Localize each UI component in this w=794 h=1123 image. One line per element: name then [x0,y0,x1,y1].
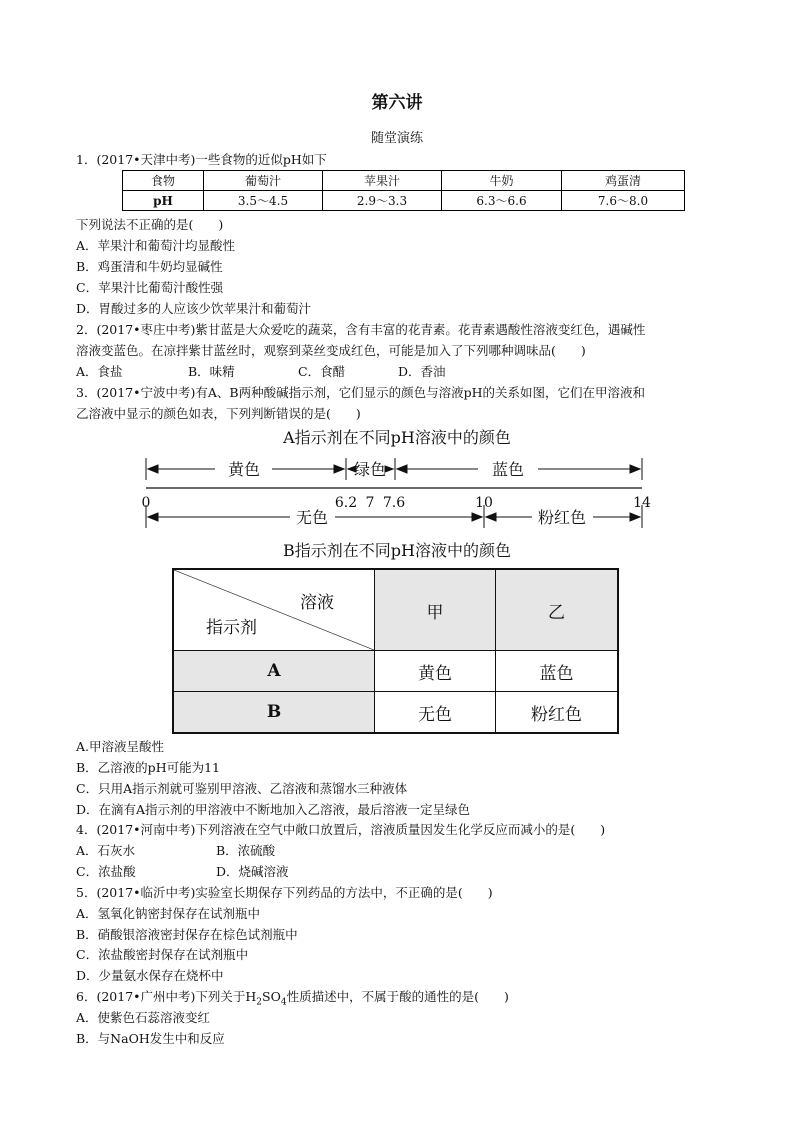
tick-label: 10 [475,495,493,511]
arrowhead [334,465,344,473]
tick-label: 7.6 [382,495,406,511]
q2-stem-line2: 溶液变蓝色。在凉拌紫甘蓝丝时，观察到菜丝变成红色，可能是加入了下列哪种调味品( ) [76,343,586,358]
arrowhead [630,465,640,473]
arrowhead [385,466,393,472]
subscript: 2 [256,997,263,1008]
corner-top-label: 溶液 [300,593,334,613]
q3-option-a: A.甲溶液呈酸性 [76,739,165,754]
segment-yellow: 黄色 [227,460,261,479]
q3-option-b: B．乙溶液的pH可能为11 [76,760,220,775]
q2-stem-line1: 2．(2017•枣庄中考)紫甘蓝是大众爱吃的蔬菜，含有丰富的花青素。花青素遇酸性溶液变红色，遇碱性 [76,322,646,337]
arrowhead [148,465,158,473]
q5-option-d: D．少量氨水保存在烧杯中 [76,968,224,983]
q3-option-c: C．只用A指示剂就可鉴别甲溶液、乙溶液和蒸馏水三种液体 [76,781,408,796]
indicator-b-title: B指示剂在不同pH溶液中的颜色 [283,541,511,560]
tick-label: 6.2 [334,495,358,511]
row-header: B [173,692,375,734]
ph-table [122,170,685,211]
table-cell: 苹果汁 [323,171,442,191]
table-cell: 6.3～6.6 [442,191,562,211]
table-cell: 牛奶 [442,171,562,191]
q4-option-d: D．烧碱溶液 [216,864,289,879]
tick-label: 7 [365,495,375,511]
q5-option-c: C．浓盐酸密封保存在试剂瓶中 [76,947,249,962]
q5-stem: 5．(2017•临沂中考)实验室长期保存下列药品的方法中，不正确的是( ) [76,885,493,900]
q6-stem-mid: SO [262,989,281,1004]
indicator-table [172,568,619,734]
q6-stem-post: 性质描述中，不属于酸的通性的是( ) [286,989,509,1004]
q3-stem-line1: 3．(2017•宁波中考)有A、B两种酸碱指示剂，它们显示的颜色与溶液pH的关系如图，它们在甲溶液和 [76,385,646,400]
q1-option-d: D．胃酸过多的人应该少饮苹果汁和葡萄汁 [76,301,312,316]
table-cell: 无色 [375,692,496,734]
q5-option-b: B．硝酸银溶液密封保存在棕色试剂瓶中 [76,927,298,942]
arrowhead [472,513,482,521]
segment-blue: 蓝色 [491,460,525,479]
table-cell: 葡萄汁 [204,171,323,191]
section-subtitle: 随堂演练 [370,131,423,146]
q6-stem-pre: 6．(2017•广州中考)下列关于H [76,989,257,1004]
q1-option-a: A．苹果汁和葡萄汁均显酸性 [76,238,236,253]
arrowhead [148,513,158,521]
table-cell: 黄色 [375,651,496,692]
column-header: 甲 [375,569,496,651]
column-header: 乙 [496,569,619,651]
table-row [123,171,685,191]
q2-option-c: C．食醋 [298,364,346,379]
segment-green: 绿色 [353,460,387,479]
corner-bottom-label: 指示剂 [206,618,257,638]
table-row [173,651,618,692]
segment-colorless: 无色 [295,508,329,527]
row-header: A [173,651,375,692]
tick-label: 0 [141,495,151,511]
q1-question: 下列说法不正确的是( ) [76,217,224,232]
q3-stem-line2: 乙溶液中显示的颜色如表，下列判断错误的是( ) [76,406,361,421]
table-cell: 粉红色 [496,692,619,734]
q4-stem: 4．(2017•河南中考)下列溶液在空气中敞口放置后，溶液质量因发生化学反应而减小的是( ) [76,822,606,837]
table-cell: 鸡蛋清 [562,171,685,191]
arrowhead [397,465,407,473]
table-cell: 3.5～4.5 [204,191,323,211]
subscript: 4 [280,997,287,1008]
corner-header-cell [173,569,375,651]
q6-option-b: B．与NaOH发生中和反应 [76,1031,225,1046]
ph-scale-diagram [0,450,794,535]
q4-option-a: A．石灰水 [76,843,136,858]
q2-option-d: D．香油 [398,364,446,379]
q6-option-a: A．使紫色石蕊溶液变红 [76,1010,211,1025]
table-row [173,692,618,734]
table-row [173,569,618,651]
q3-option-d: D．在滴有A指示剂的甲溶液中不断地加入乙溶液，最后溶液一定呈绿色 [76,802,471,817]
arrowhead [486,513,496,521]
q4-option-c: C．浓盐酸 [76,864,136,879]
q1-option-c: C．苹果汁比葡萄汁酸性强 [76,280,224,295]
segment-pink: 粉红色 [537,508,587,527]
arrowhead [630,513,640,521]
q4-option-b: B．浓硫酸 [216,843,276,858]
q1-stem: 1．(2017•天津中考)一些食物的近似pH如下 [76,152,327,167]
table-cell: 7.6～8.0 [562,191,685,211]
q2-option-b: B．味精 [188,364,235,379]
table-cell: 2.9～3.3 [323,191,442,211]
table-cell: 食物 [123,171,204,191]
q1-option-b: B．鸡蛋清和牛奶均显碱性 [76,259,223,274]
indicator-a-title: A指示剂在不同pH溶液中的颜色 [283,428,511,447]
table-row [123,191,685,211]
table-cell: 蓝色 [496,651,619,692]
lecture-title: 第六讲 [371,93,423,113]
tick-label: 14 [633,495,651,511]
table-cell: pH [123,191,204,211]
q5-option-a: A．氢氧化钠密封保存在试剂瓶中 [76,906,261,921]
q2-option-a: A．食盐 [76,364,123,379]
